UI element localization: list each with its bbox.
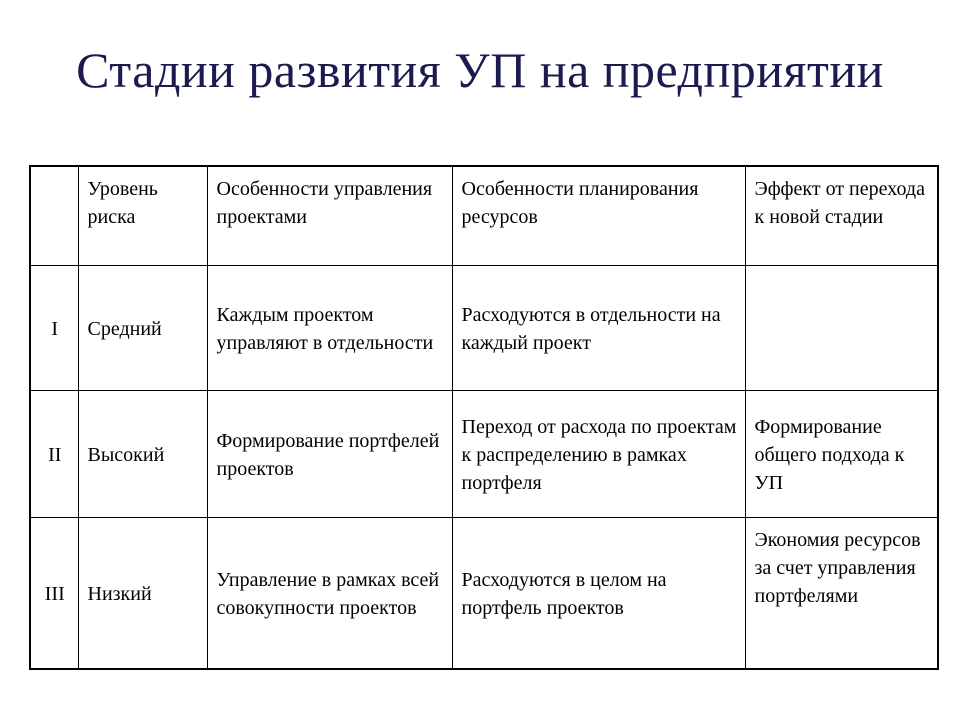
effect-cell: Экономия ресурсов за счет управления портфелями (745, 518, 938, 670)
planning-cell: Расходуются в целом на портфель проектов (452, 518, 745, 670)
header-transition-effect: Эффект от перехода к новой стадии (745, 166, 938, 266)
stage-number: II (30, 391, 78, 518)
table-row (30, 391, 938, 518)
slide-title: Стадии развития УП на предприятии (76, 42, 884, 98)
header-stage (30, 166, 78, 266)
management-cell: Управление в рамках всей совокупности проектов (207, 518, 452, 670)
planning-cell: Расходуются в отдельности на каждый проект (452, 266, 745, 391)
effect-cell: Формирование общего подхода к УП (745, 391, 938, 518)
header-resource-planning: Особенности планирования ресурсов (452, 166, 745, 266)
table-row (30, 518, 938, 670)
management-cell: Формирование портфелей проектов (207, 391, 452, 518)
header-row (30, 166, 938, 266)
stage-number: I (30, 266, 78, 391)
effect-cell (745, 266, 938, 391)
risk-level-cell: Высокий (78, 391, 207, 518)
header-management-features: Особенности управления проектами (207, 166, 452, 266)
header-risk-level: Уровень риска (78, 166, 207, 266)
stage-number: III (30, 518, 78, 670)
planning-cell: Переход от расхода по проектам к распределению в рамках портфеля (452, 391, 745, 518)
management-cell: Каждым проектом управляют в отдельности (207, 266, 452, 391)
risk-level-cell: Средний (78, 266, 207, 391)
risk-level-cell: Низкий (78, 518, 207, 670)
table-row (30, 266, 938, 391)
stages-table (29, 165, 939, 670)
